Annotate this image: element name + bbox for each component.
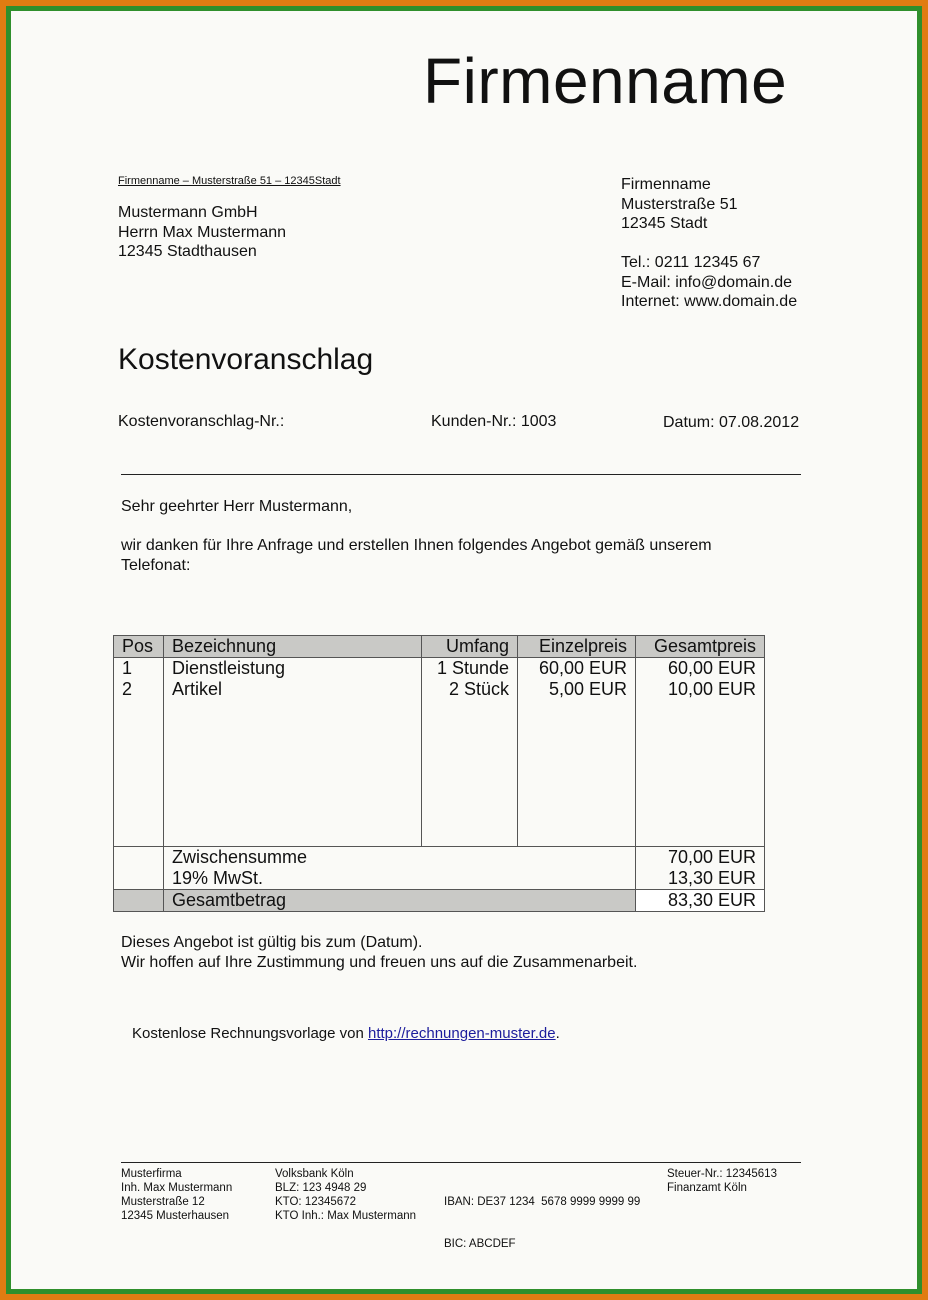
recipient-line: Herrn Max Mustermann — [118, 223, 287, 241]
table-empty-space — [114, 700, 765, 847]
footer-line: Steuer-Nr.: 12345613 — [667, 1168, 777, 1180]
table-header-row — [114, 636, 765, 658]
cell-unit-price: 5,00 EUR — [518, 679, 636, 700]
cell-pos: 1 — [114, 658, 164, 680]
document-date: Datum: 07.08.2012 — [663, 414, 800, 431]
column-header: Pos — [114, 636, 164, 658]
table-row — [114, 679, 765, 700]
subtotal-value: 70,00 EUR — [636, 847, 765, 869]
cell-pos: 2 — [114, 679, 164, 700]
column-header: Bezeichnung — [164, 636, 422, 658]
cell-total-price: 10,00 EUR — [636, 679, 765, 700]
company-logo-text: Firmenname — [423, 45, 788, 117]
closing-text — [121, 933, 637, 972]
subtotal-label: Zwischensumme — [164, 847, 636, 869]
items-table — [113, 635, 765, 912]
footer-line: IBAN: DE37 1234 5678 9999 9999 99 — [444, 1196, 641, 1208]
footer-line: BIC: ABCDEF — [444, 1238, 516, 1250]
company-info-line: Musterstraße 51 — [621, 195, 738, 213]
cell-unit-price: 60,00 EUR — [518, 658, 636, 680]
estimate-number-label: Kostenvoranschlag-Nr.: — [118, 413, 285, 430]
footer-bank — [275, 1167, 416, 1223]
company-info-line: 12345 Stadt — [621, 215, 708, 232]
company-info-line — [621, 234, 797, 254]
column-header: Gesamtpreis — [636, 636, 765, 658]
salutation: Sehr geehrter Herr Mustermann, — [121, 498, 353, 515]
tax-row — [114, 868, 765, 890]
recipient-line: 12345 Stadthausen — [118, 243, 257, 260]
footer-line: Musterfirma — [121, 1168, 182, 1180]
cell-quantity: 2 Stück — [422, 679, 518, 700]
column-header: Umfang — [422, 636, 518, 658]
table-row — [114, 658, 765, 680]
footer-company — [121, 1167, 232, 1223]
tax-value: 13,30 EUR — [636, 868, 765, 890]
company-contact-block — [621, 175, 797, 312]
credit-line — [132, 1025, 560, 1042]
subtotal-row — [114, 847, 765, 869]
cell-total-price: 60,00 EUR — [636, 658, 765, 680]
tax-label: 19% MwSt. — [164, 868, 636, 890]
column-header: Einzelpreis — [518, 636, 636, 658]
footer-iban — [444, 1167, 640, 1265]
credit-prefix: Kostenlose Rechnungsvorlage von — [132, 1025, 368, 1042]
footer-line: Finanzamt Köln — [667, 1182, 747, 1194]
intro-text — [121, 536, 712, 575]
cell-description: Dienstleistung — [164, 658, 422, 680]
closing-line: Wir hoffen auf Ihre Zustimmung und freuen uns auf die Zusammenarbeit. — [121, 953, 638, 971]
footer-line: Inh. Max Mustermann — [121, 1182, 233, 1194]
company-info-line: E-Mail: info@domain.de — [621, 273, 792, 291]
footer-line: KTO Inh.: Max Mustermann — [275, 1210, 417, 1222]
credit-suffix: . — [555, 1025, 560, 1042]
closing-line: Dieses Angebot ist gültig bis zum (Datum). — [121, 934, 423, 951]
footer-divider — [121, 1162, 801, 1163]
company-info-line: Tel.: 0211 12345 67 — [621, 254, 761, 271]
total-value: 83,30 EUR — [636, 890, 765, 912]
sender-return-line: Firmenname – Musterstraße 51 – 12345Stadt — [118, 175, 341, 187]
company-info-line: Internet: www.domain.de — [621, 293, 798, 310]
header-divider — [121, 474, 801, 475]
customer-number: Kunden-Nr.: 1003 — [431, 413, 557, 430]
footer-line: BLZ: 123 4948 29 — [275, 1182, 367, 1194]
footer-line: 12345 Musterhausen — [121, 1210, 230, 1222]
footer-line: Volksbank Köln — [275, 1168, 354, 1180]
footer-tax — [667, 1167, 777, 1195]
recipient-line: Mustermann GmbH — [118, 204, 258, 221]
cell-quantity: 1 Stunde — [422, 658, 518, 680]
cell-description: Artikel — [164, 679, 422, 700]
intro-line: wir danken für Ihre Anfrage und erstellen Ihnen folgendes Angebot gemäß unserem — [121, 537, 712, 554]
company-info-line: Firmenname — [621, 176, 711, 193]
document-title: Kostenvoranschlag — [118, 343, 374, 376]
total-label: Gesamtbetrag — [164, 890, 636, 912]
total-row — [114, 890, 765, 912]
footer-line: KTO: 12345672 — [275, 1196, 356, 1208]
recipient-address — [118, 203, 286, 262]
intro-line: Telefonat: — [121, 556, 191, 574]
credit-link[interactable]: http://rechnungen-muster.de — [368, 1025, 556, 1042]
footer-line: Musterstraße 12 — [121, 1196, 205, 1208]
